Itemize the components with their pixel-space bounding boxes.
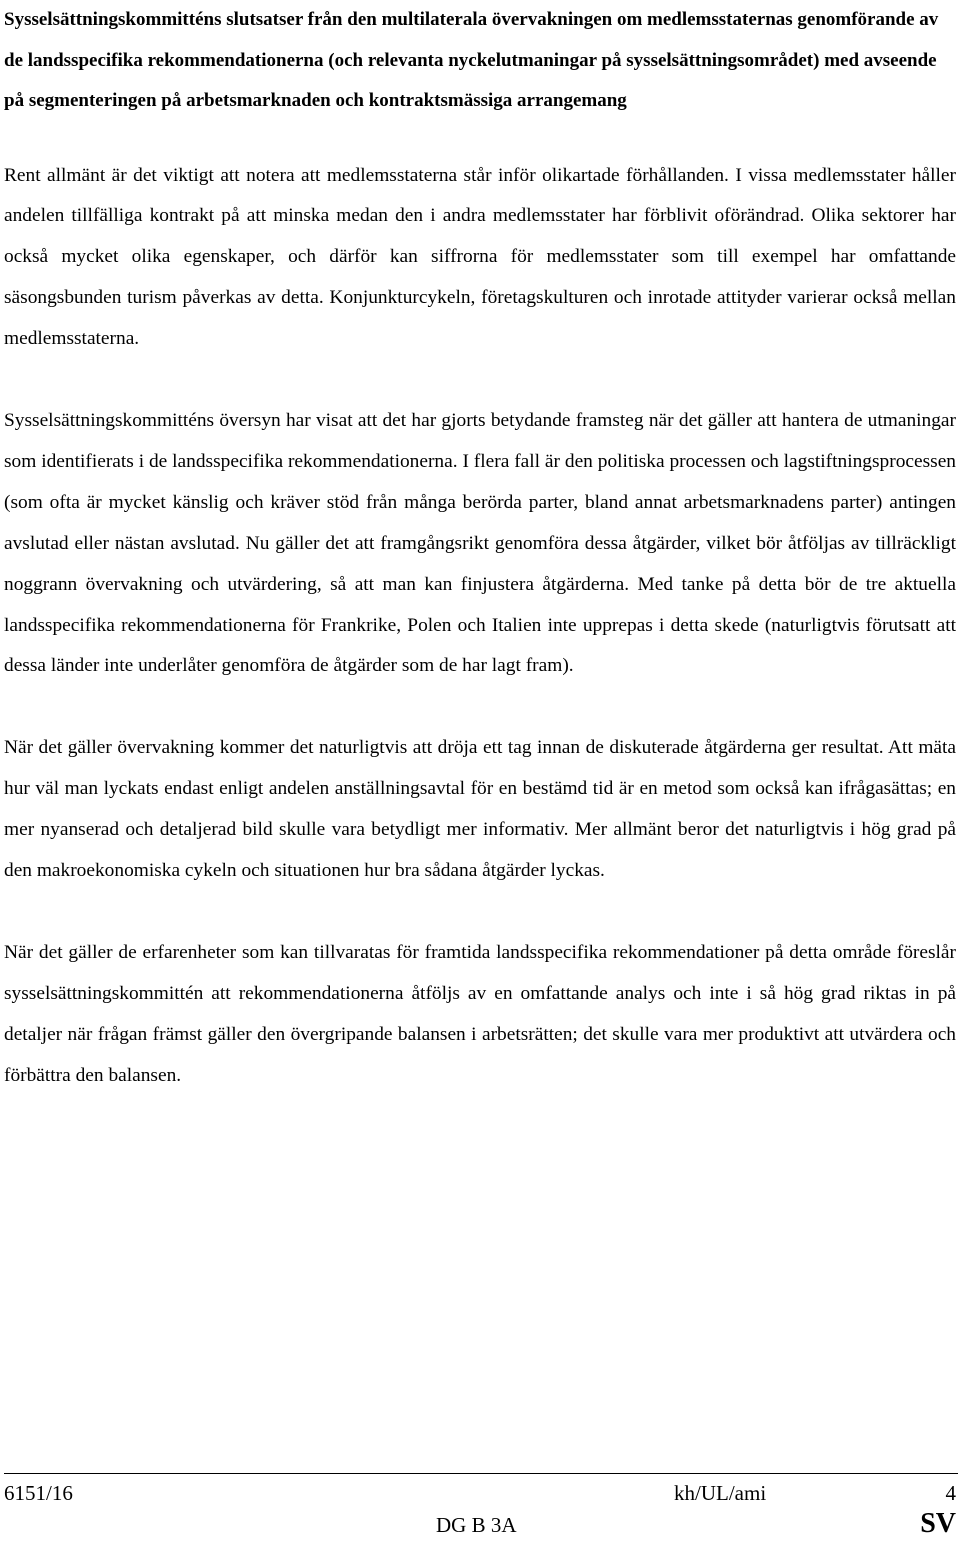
footer-divider	[4, 1473, 958, 1474]
document-number: 6151/16	[4, 1481, 73, 1505]
paragraph-1: Rent allmänt är det viktigt att notera att medlemsstaterna står inför olikartade förhållanden. I vissa medlemsstater håller andelen tillfälliga kontrakt på att minska medan den i andra medlemsstater har förblivit oförändrad. Olika sektorer har också mycket olika egenskaper, och därför kan siffrorna för medlemsstater som till exempel har omfattande säsongsbunden turism påverkas av detta. Konjunkturcykeln, företagskulturen och inrotade attityder varierar också mellan medlemsstaterna.	[4, 164, 956, 350]
paragraph-4: När det gäller de erfarenheter som kan tillvaratas för framtida landsspecifika rekommendationer på detta område föreslår sysselsättningskommittén att rekommendationerna åtföljs av en omfattande analys och inte i så hög grad riktas in på detaljer när frågan främst gäller den övergripande balansen i arbetsrätten; det skulle vara mer produktivt att utvärdera och förbättra den balansen.	[4, 942, 956, 1086]
document-body	[4, 0, 956, 1097]
language-code: SV	[920, 1508, 956, 1539]
page-number: 4	[945, 1481, 956, 1505]
paragraph-2: Sysselsättningskommitténs översyn har visat att det har gjorts betydande framsteg när det gäller att hantera de utmaningar som identifierats i de landsspecifika rekommendationerna. I flera fall är den politiska processen och lagstiftningsprocessen (som ofta är mycket känslig och kräver stöd från många berörda parter, bland annat arbetsmarknadens parter) antingen avslutad eller nästan avslutad. Nu gäller det att framgångsrikt genomföra dessa åtgärder, vilket bör åtföljas av tillräckligt noggrann övervakning och utvärdering, så att man kan finjustera åtgärderna. Med tanke på detta bör de tre aktuella landsspecifika rekommendationerna för Frankrike, Polen och Italien inte upprepas i detta skede (naturligtvis förutsatt att dessa länder inte underlåter genomföra de åtgärder som de har lagt fram).	[4, 410, 956, 677]
directorate-code: DG B 3A	[436, 1513, 517, 1537]
paragraph-3: När det gäller övervakning kommer det naturligtvis att dröja ett tag innan de diskuterade åtgärderna ger resultat. Att mäta hur väl man lyckats endast enligt andelen anställningsavtal för en bestämd tid är en metod som också kan ifrågasättas; en mer nyanserad och detaljerad bild skulle vara betydligt mer informativ. Mer allmänt beror det naturligtvis i hög grad på den makroekonomiska cykeln och situationen hur bra sådana åtgärder lyckas.	[4, 737, 956, 882]
author-initials: kh/UL/ami	[674, 1481, 767, 1505]
section-heading: Sysselsättningskommitténs slutsatser från den multilaterala övervakningen om medlemsstaternas genomförande av de landsspecifika rekommendationerna (och relevanta nyckelutmaningar på sysselsättningsområdet) med avseende på segmenteringen på arbetsmarknaden och kontraktsmässiga arrangemang	[4, 9, 939, 111]
